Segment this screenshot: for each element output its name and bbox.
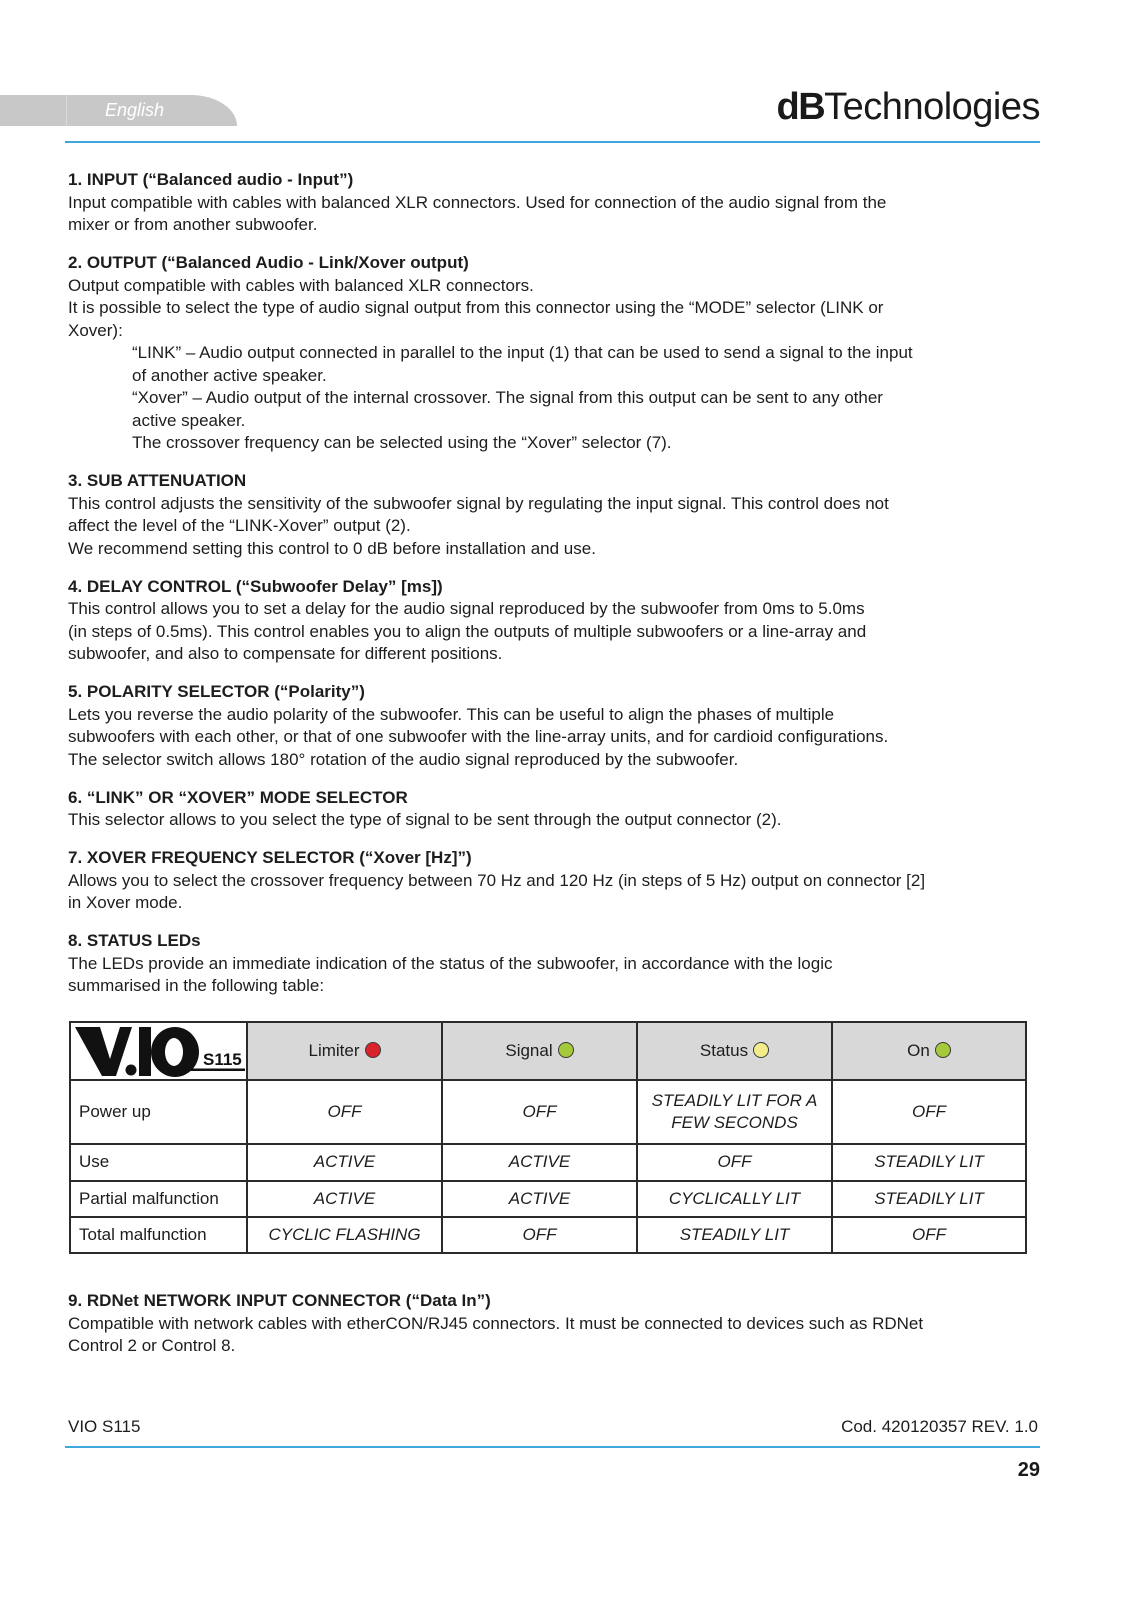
column-header-limiter	[247, 1022, 442, 1080]
section-heading: 2. OUTPUT (“Balanced Audio - Link/Xover output)	[68, 253, 469, 272]
body-line: The selector switch allows 180° rotation of the audio signal reproduced by the subwoofer.	[68, 749, 739, 769]
body-line: subwoofers with each other, or that of one subwoofer with the line-array units, and for cardioid configurations.	[68, 727, 889, 746]
body-line: in Xover mode.	[68, 893, 183, 912]
table-cell-state: Use	[70, 1144, 247, 1181]
green-led-icon	[558, 1042, 574, 1058]
table-cell-on: OFF	[832, 1080, 1026, 1144]
section-mode-selector	[68, 787, 1068, 832]
section-heading: 4. DELAY CONTROL (“Subwoofer Delay” [ms])	[68, 576, 443, 596]
logo-model-text: S115	[203, 1050, 242, 1069]
logo-v-shape	[75, 1027, 132, 1076]
language-tab	[0, 95, 237, 126]
vio-s115-logo	[72, 1024, 245, 1078]
table-cell-signal: ACTIVE	[442, 1181, 637, 1217]
body-line: mixer or from another subwoofer.	[68, 215, 318, 234]
section-delay-control	[68, 576, 1068, 666]
body-line: Compatible with network cables with etherCON/RJ45 connectors. It must be connected to devices such as RDNet	[68, 1313, 924, 1333]
section-heading: 7. XOVER FREQUENCY SELECTOR (“Xover [Hz]”)	[68, 848, 472, 867]
table-body	[70, 1080, 1026, 1253]
logo-dot-shape	[126, 1065, 137, 1076]
brand-logo-regular: Technologies	[824, 86, 1040, 128]
footer-model: VIO S115	[68, 1417, 141, 1436]
section-input	[68, 169, 1068, 237]
section-heading: 8. STATUS LEDs	[68, 931, 201, 950]
body-line: Input compatible with cables with balanced XLR connectors. Used for connection of the audio signal from the	[68, 192, 887, 212]
body-line: We recommend setting this control to 0 dB before installation and use.	[68, 538, 596, 558]
table-cell-limiter: CYCLIC FLASHING	[247, 1217, 442, 1253]
table-cell-state: Power up	[70, 1080, 247, 1144]
body-line: (in steps of 0.5ms). This control enables you to align the outputs of multiple subwoofers or a line-array and	[68, 621, 867, 641]
body-line: The LEDs provide an immediate indication of the status of the subwoofer, in accordance with the logic	[68, 953, 833, 973]
language-tab-label: English	[105, 100, 165, 120]
section-sub-attenuation	[68, 470, 1068, 560]
section-heading: 5. POLARITY SELECTOR (“Polarity”)	[68, 682, 365, 701]
body-line: This control allows you to set a delay for the audio signal reproduced by the subwoofer from 0ms to 5.0ms	[68, 599, 865, 618]
table-header-row	[70, 1022, 1026, 1080]
body-line: Lets you reverse the audio polarity of the subwoofer. This can be useful to align the phases of multiple	[68, 704, 835, 724]
table-cell-state: Partial malfunction	[70, 1181, 247, 1217]
column-label: On	[907, 1040, 930, 1060]
body-line: affect the level of the “LINK-Xover” output (2).	[68, 516, 411, 535]
table-cell-on: STEADILY LIT	[832, 1144, 1026, 1181]
table-cell-status: STEADILY LIT FOR A FEW SECONDS	[637, 1080, 832, 1144]
table-head	[70, 1022, 1026, 1080]
page-content	[68, 169, 1068, 1358]
table-cell-status: OFF	[637, 1144, 832, 1181]
table-cell-on: OFF	[832, 1217, 1026, 1253]
table-row	[70, 1181, 1026, 1217]
section-polarity-selector	[68, 681, 1068, 771]
column-header-status	[637, 1022, 832, 1080]
logo-i-shape	[139, 1027, 151, 1076]
table-row	[70, 1080, 1026, 1144]
indented-line: of another active speaker.	[132, 365, 327, 385]
body-line: Allows you to select the crossover frequency between 70 Hz and 120 Hz (in steps of 5 Hz) output on connector [2]	[68, 870, 926, 890]
header-rule	[65, 141, 1040, 143]
brand-logo	[777, 84, 1040, 130]
status-led-table	[69, 1021, 1027, 1254]
body-line: subwoofer, and also to compensate for different positions.	[68, 644, 503, 663]
table-row	[70, 1144, 1026, 1181]
column-label: Signal	[505, 1040, 553, 1060]
body-line: It is possible to select the type of audio signal output from this connector using the “MODE” selector (LINK or	[68, 298, 884, 317]
section-xover-frequency	[68, 847, 1068, 915]
indented-line: active speaker.	[132, 410, 246, 430]
brand-logo-bold: dB	[776, 86, 825, 128]
page-number: 29	[1017, 1459, 1040, 1481]
column-label: Status	[699, 1040, 749, 1060]
column-header-on	[832, 1022, 1026, 1080]
green-led-icon	[935, 1042, 951, 1058]
column-header-signal	[442, 1022, 637, 1080]
table-cell-signal: OFF	[442, 1217, 637, 1253]
section-heading: 1. INPUT (“Balanced audio - Input”)	[68, 170, 354, 189]
table-cell-status: CYCLICALLY LIT	[637, 1181, 832, 1217]
tab-divider	[66, 95, 67, 126]
table-row	[70, 1217, 1026, 1253]
footer-rule	[65, 1446, 1040, 1448]
table-cell-status: STEADILY LIT	[637, 1217, 832, 1253]
table-cell-limiter: OFF	[247, 1080, 442, 1144]
section-heading: 3. SUB ATTENUATION	[68, 471, 247, 490]
red-led-icon	[365, 1042, 381, 1058]
table-cell-limiter: ACTIVE	[247, 1144, 442, 1181]
section-heading: 9. RDNet NETWORK INPUT CONNECTOR (“Data In”)	[68, 1291, 491, 1310]
section-rdnet-input	[68, 1290, 1068, 1358]
indented-line: The crossover frequency can be selected using the “Xover” selector (7).	[132, 433, 672, 452]
section-status-leds	[68, 930, 1068, 998]
body-line: Xover):	[68, 320, 123, 340]
section-heading: 6. “LINK” OR “XOVER” MODE SELECTOR	[68, 787, 408, 807]
body-line: Output compatible with cables with balanced XLR connectors.	[68, 275, 534, 295]
section-output	[68, 252, 1068, 455]
body-line: summarised in the following table:	[68, 976, 325, 995]
column-label: Limiter	[308, 1040, 360, 1060]
table-cell-signal: ACTIVE	[442, 1144, 637, 1181]
table-cell-signal: OFF	[442, 1080, 637, 1144]
indented-line: “Xover” – Audio output of the internal crossover. The signal from this output can be sent to any other	[132, 388, 883, 407]
table-cell-state: Total malfunction	[70, 1217, 247, 1253]
table-cell-limiter: ACTIVE	[247, 1181, 442, 1217]
logo-o-hole	[165, 1038, 183, 1066]
table-cell-on: STEADILY LIT	[832, 1181, 1026, 1217]
yellow-led-icon	[753, 1042, 769, 1058]
indented-line: “LINK” – Audio output connected in parallel to the input (1) that can be used to send a signal to the input	[132, 343, 913, 362]
footer-document-code: Cod. 420120357 REV. 1.0	[841, 1417, 1038, 1436]
product-logo-cell	[70, 1022, 247, 1080]
body-line: This selector allows to you select the type of signal to be sent through the output connector (2).	[68, 810, 782, 829]
body-line: Control 2 or Control 8.	[68, 1336, 236, 1355]
body-line: This control adjusts the sensitivity of the subwoofer signal by regulating the input signal. This control does not	[68, 493, 889, 513]
